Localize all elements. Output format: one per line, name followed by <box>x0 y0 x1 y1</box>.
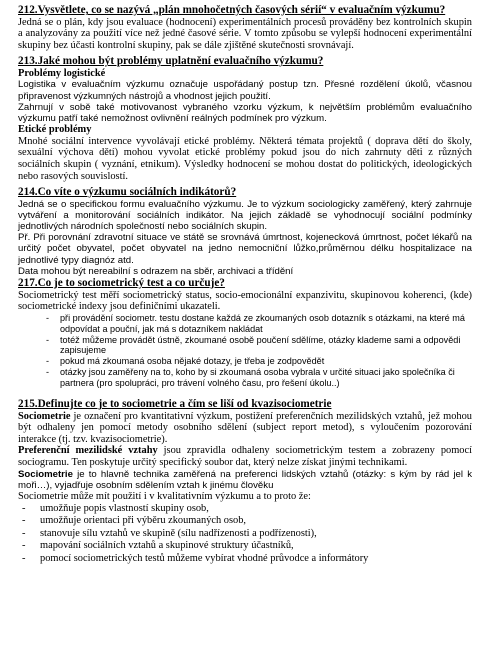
question-212-text: Jedná se o plán, kdy jsou evaluace (hodnocení) experimentálních procesů prováděny bez kontrolních skupin a analyzovány za použití více než jedné časové série. V tomto způsobu se vylepší hodnocení experimentální skupiny bez účasti kontrolní skupiny, pak se dále zjištěné skutečnosti srovnávají. <box>18 16 472 51</box>
definition-text: je to hlavně technika zaměřená na preferenci lidských vztahů (otázky: s kým by rád jel k moři…), vyjadřuje osobním sdělením vztah k jinému člověku <box>18 468 472 491</box>
list-item: - při provádění sociometr. testu dostane každá ze zkoumaných osob dotazník s otázkami, na které má odpovídat a pouční, jak má s dotazníkem nakládat <box>46 313 472 335</box>
section-214 <box>18 186 472 277</box>
question-217-paragraph-1: Sociometrický test měří sociometrický status, socio-emocionální expanzivitu, skupinovou koherenci, (kde) sociometrické indexy jsou definičními ukazateli. <box>18 289 472 313</box>
list-item: - pomocí sociometrických testů můžeme vybírat vhodné průvodce a informátory <box>22 553 472 566</box>
question-215-paragraph-2 <box>18 445 472 468</box>
list-item: - mapování sociálních vztahů a skupinové struktury účastníků, <box>22 540 472 553</box>
subheading-ethical-problems: Etické problémy <box>18 124 92 136</box>
term-sociometrie: Sociometrie <box>18 468 73 480</box>
question-214-paragraph-2: Př. Při porovnání zdravotní situace ve státě se srovnává úmrtnost, kojenecková úmrtnost, počet lékařů na určitý počet obyvatel, počet obyvatel na jedno nemocniční lůžko,průměrnou délku hospitalizace na jednotlivé typy diagnóz atd. <box>18 232 472 266</box>
question-217-title: 217.Co je to sociometrický test a co určuje? <box>18 277 225 290</box>
question-215-paragraph-3 <box>18 469 472 491</box>
question-217-list <box>18 313 472 389</box>
question-212-title: 212.Vysvětlete, co se nazývá „plán mnohočetných časových sérií“ v evaluačním výzkumu? <box>18 4 446 16</box>
question-215-paragraph-1 <box>18 411 472 446</box>
question-213-paragraph-3: Mnohé sociální intervence vyvolávají etické problémy. Některá témata projektů ( doprava dětí do školy, sexuální výchova dětí) mohou vyvolat etické problémy pokud jsou do nich zahrnuty děti z různých sociálních skupin ( vyznání, etnikum). Výsledky hodnocení se mohou dostat do politických, ideologických nebo rasových souvislostí. <box>18 135 472 182</box>
list-item: - pokud má zkoumaná osoba nějaké dotazy, je třeba je zodpovědět <box>46 356 472 367</box>
section-213 <box>18 55 472 182</box>
section-212 <box>18 4 472 51</box>
subheading-logistic-problems: Problémy logistické <box>18 67 106 79</box>
question-214-paragraph-1: Jedná se o specifickou formu evaluačního výzkumu. Je to výzkum sociologicky zaměřený, který zahrnuje vytváření a monitorování sociálních indikátor. Na jejich základě se vyhodnocují sociální podmínky jednotlivých národních společností nebo sociálních skupin. <box>18 198 472 233</box>
section-217 <box>18 277 472 389</box>
question-215-paragraph-4: Sociometrie může mít použití i v kvalitativním výzkumu a to proto že: <box>18 490 311 502</box>
question-213-paragraph-2: Zahrnují v sobě také motivovanost vybraného vzorku výzkum, k největším problémům evaluačního výzkumu patří také nemožnost ovlivnění reálných podmínek pro výzkum. <box>18 101 472 124</box>
list-item: - otázky jsou zaměřeny na to, koho by si zkoumaná osoba vybrala v určité situaci jako společníka či partnera (pro spolupráci, pro trávení volného času, pro řešení úkolu..) <box>46 367 472 389</box>
question-214-title: 214.Co víte o výzkumu sociálních indikátorů? <box>18 186 237 199</box>
question-213-title: 213.Jaké mohou být problémy uplatnění evaluačního výzkumu? <box>18 55 324 68</box>
list-item: - umožňuje popis vlastností skupiny osob, <box>22 503 472 516</box>
term-preferential-relations: Preferenční mezilidské vztahy <box>18 445 158 457</box>
question-213-paragraph-1: Logistika v evaluačním výzkumu označuje uspořádaný postup tzn. Přesné rozdělení úkolů, včasnou připravenost výzkumných nástrojů a vhodnost jejich použití. <box>18 79 472 102</box>
list-item: - stanovuje sílu vztahů ve skupině (sílu nadřízenosti a podřízenosti), <box>22 528 472 541</box>
list-item: - umožňuje orientaci při výběru zkoumaných osob, <box>22 515 472 528</box>
list-item: - totéž můžeme provádět ústně, zkoumané osobě poučení sdělíme, otázky klademe sami a odpovědi zapisujeme <box>46 335 472 357</box>
question-214-paragraph-3: Data mohou být nereabilní s odrazem na sběr, archivaci a třídění <box>18 265 294 277</box>
question-215-title: 215.Definujte co je to sociometrie a čím se liší od kvazisociometrie <box>18 398 332 411</box>
definition-text: je označení pro kvantitativní výzkum, postižení preferenčních mezilidských vztahů, jež mohou být odhaleny jen pomocí metody osobního sdělení (subject report metod), s vyloučením pozorování interakce (tj. tzv. kvazisociometrie). <box>18 410 472 445</box>
question-215-list <box>18 503 472 566</box>
section-215 <box>18 398 472 565</box>
term-sociometrie: Sociometrie <box>18 410 71 422</box>
definition-text: jsou zpravidla odhaleny sociometrickým testem a zobrazeny pomocí sociogramu. Ten poskytuje určitý specifický soubor dat, který nelze získat jinými technikami. <box>18 445 472 468</box>
